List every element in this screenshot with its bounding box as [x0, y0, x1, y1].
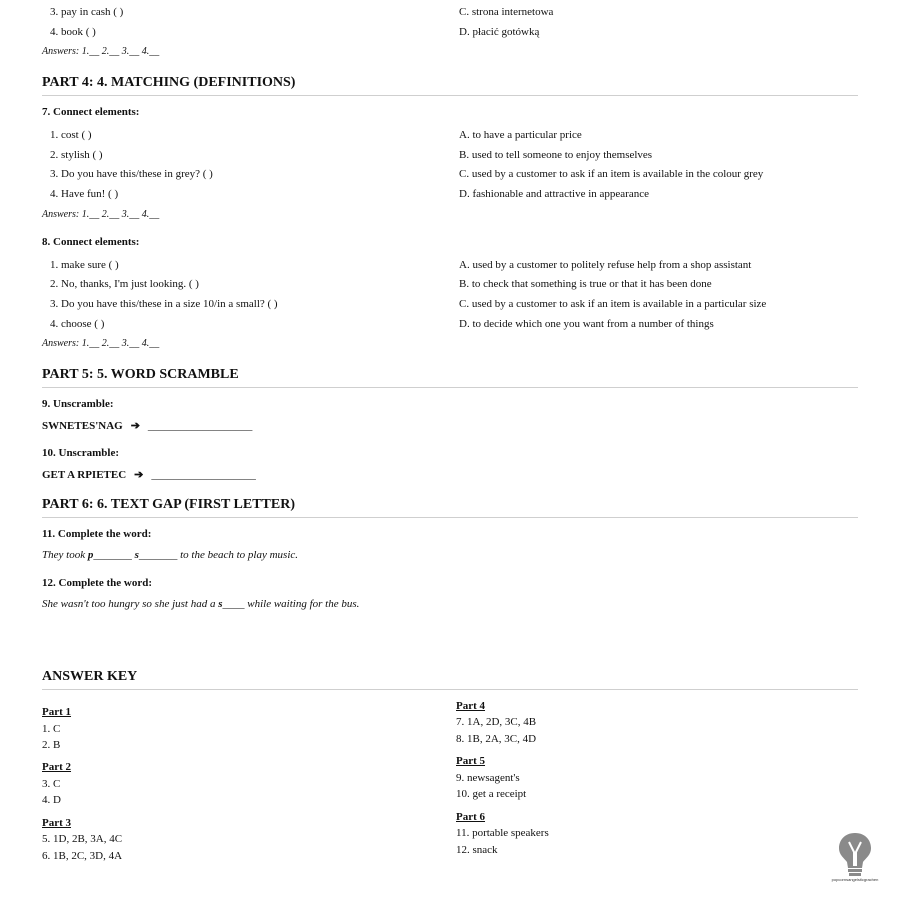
match-left-item: 2. No, thanks, I'm just looking. ( ): [50, 278, 199, 290]
part-title: PART 4: 4. MATCHING (DEFINITIONS): [42, 75, 296, 90]
match-right-item: A. to have a particular price: [459, 129, 582, 141]
match-left-item: 2. stylish ( ): [50, 149, 103, 161]
logo-caption: popcornsangelsticgrachen: [831, 877, 879, 882]
key-part-heading: Part 2: [42, 761, 72, 773]
question-title: 7. Connect elements:: [42, 106, 140, 118]
key-part-heading: Part 3: [42, 817, 72, 829]
scrambled-word: SWNETES'NAG: [42, 420, 123, 432]
match-right-item: A. used by a customer to politely refuse help from a shop assistant: [459, 259, 752, 271]
sentence-text: to the beach to play music.: [177, 549, 299, 561]
gap-blank: _______: [93, 549, 135, 561]
match-left-item: 4. Have fun! ( ): [50, 188, 119, 200]
answers-line: Answers: 1.__ 2.__ 3.__ 4.__: [42, 338, 160, 349]
divider: [42, 689, 858, 690]
key-answer: 6. 1B, 2C, 3D, 4A: [42, 850, 123, 862]
question-title: 8. Connect elements:: [42, 236, 140, 248]
question-title: 10. Unscramble:: [42, 447, 119, 459]
match-left-item: 4. book ( ): [50, 26, 96, 38]
match-left-item: 1. make sure ( ): [50, 259, 119, 271]
key-part-heading: Part 6: [456, 811, 486, 823]
sentence-text: while waiting for the bus.: [244, 598, 360, 610]
scramble-row: [42, 419, 252, 432]
answer-blank: ___________________: [151, 469, 256, 481]
match-left-item: 3. Do you have this/these in grey? ( ): [50, 168, 213, 180]
key-answer: 1. C: [42, 723, 61, 735]
match-right-item: B. to check that something is true or that it has been done: [459, 278, 712, 290]
answers-line: Answers: 1.__ 2.__ 3.__ 4.__: [42, 209, 160, 220]
answers-line: Answers: 1.__ 2.__ 3.__ 4.__: [42, 46, 160, 57]
gap-sentence: [42, 598, 359, 610]
question-title: 11. Complete the word:: [42, 528, 152, 540]
first-letter: p: [87, 549, 94, 561]
arrow-icon: ➔: [130, 420, 140, 432]
divider: [42, 95, 858, 96]
key-answer: 4. D: [42, 794, 61, 806]
key-part-heading: Part 1: [42, 706, 72, 718]
question-title: 9. Unscramble:: [42, 398, 114, 410]
part-title: PART 6: 6. TEXT GAP (FIRST LETTER): [42, 497, 295, 512]
match-left-item: 1. cost ( ): [50, 129, 92, 141]
part-title: PART 5: 5. WORD SCRAMBLE: [42, 367, 239, 382]
divider: [42, 387, 858, 388]
gap-blank: _______: [138, 549, 178, 561]
answer-blank: ___________________: [147, 420, 253, 432]
first-letter: s: [218, 598, 223, 610]
match-left-item: 3. pay in cash ( ): [50, 6, 124, 18]
match-right-item: C. used by a customer to ask if an item is available in the colour grey: [459, 168, 764, 180]
key-answer: 10. get a receipt: [456, 788, 527, 800]
key-answer: 12. snack: [456, 844, 498, 856]
scramble-row: [42, 468, 256, 481]
match-right-item: C. used by a customer to ask if an item is available in a particular size: [459, 298, 767, 310]
key-answer: 7. 1A, 2D, 3C, 4B: [456, 716, 537, 728]
question-title: 12. Complete the word:: [42, 577, 152, 589]
sentence-text: They took: [42, 549, 88, 561]
site-logo: [822, 828, 888, 886]
match-right-item: D. to decide which one you want from a number of things: [459, 318, 714, 330]
match-right-item: C. strona internetowa: [459, 6, 554, 18]
key-answer: 2. B: [42, 739, 61, 751]
match-left-item: 3. Do you have this/these in a size 10/in a small? ( ): [50, 298, 278, 310]
answer-key-title: ANSWER KEY: [42, 669, 138, 684]
divider: [42, 517, 858, 518]
key-answer: 9. newsagent's: [456, 772, 520, 784]
gap-sentence: [42, 549, 298, 561]
match-right-item: D. fashionable and attractive in appearance: [459, 188, 649, 200]
key-answer: 3. C: [42, 778, 61, 790]
key-part-heading: Part 4: [456, 700, 486, 712]
arrow-icon: ➔: [134, 469, 144, 481]
match-left-item: 4. choose ( ): [50, 318, 105, 330]
sentence-text: She wasn't too hungry so she just had a: [42, 598, 219, 610]
first-letter: s: [134, 549, 139, 561]
key-answer: 8. 1B, 2A, 3C, 4D: [456, 733, 537, 745]
key-part-heading: Part 5: [456, 755, 486, 767]
match-right-item: D. płacić gotówką: [459, 26, 540, 38]
scrambled-word: GET A RPIETEC: [42, 469, 127, 481]
gap-blank: ____: [222, 598, 245, 610]
match-right-item: B. used to tell someone to enjoy themselves: [459, 149, 653, 161]
key-answer: 11. portable speakers: [456, 827, 549, 839]
key-answer: 5. 1D, 2B, 3A, 4C: [42, 833, 123, 845]
